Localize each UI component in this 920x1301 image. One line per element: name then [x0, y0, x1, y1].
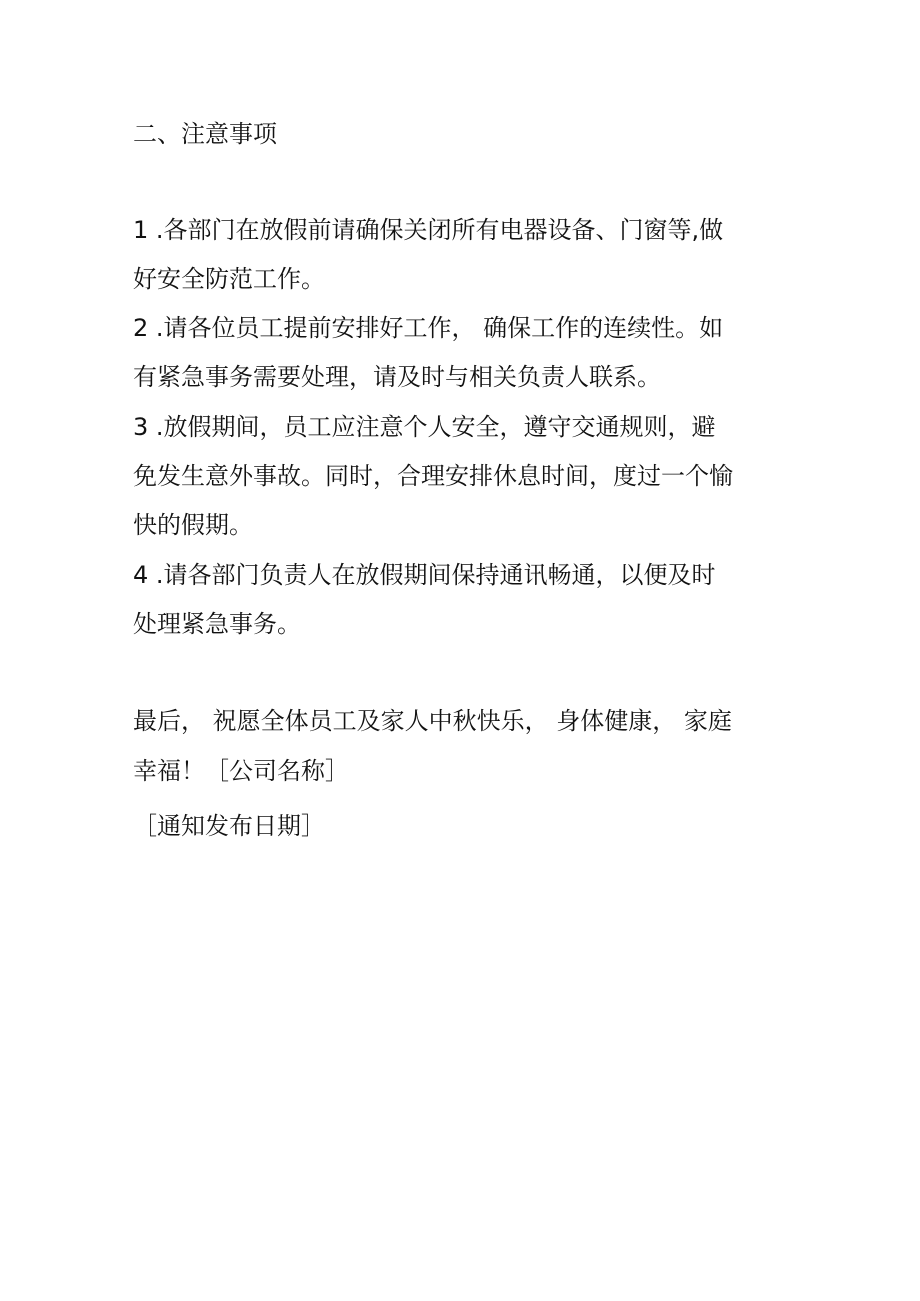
notice-item-line: 3 .放假期间，员工应注意个人安全，遵守交通规则，避 — [133, 413, 716, 441]
notice-item-line: 2 .请各位员工提前安排好工作， 确保工作的连续性。如 — [133, 314, 724, 342]
section-title: 二、注意事项 — [133, 120, 277, 148]
notice-item-line: 快的假期。 — [133, 511, 253, 539]
notice-item-line: 免发生意外事故。同时，合理安排休息时间，度过一个愉 — [133, 462, 733, 490]
notice-date: ［通知发布日期］ — [133, 812, 325, 840]
closing-line: 最后， 祝愿全体员工及家人中秋快乐， 身体健康， 家庭 — [133, 707, 732, 735]
notice-item-line: 1 .各部门在放假前请确保关闭所有电器设备、门窗等,做 — [133, 216, 724, 244]
notice-item-line: 好安全防范工作。 — [133, 265, 325, 293]
notice-item-line: 处理紧急事务。 — [133, 610, 301, 638]
closing-line: 幸福！［公司名称］ — [133, 757, 349, 785]
notice-item-line: 有紧急事务需要处理，请及时与相关负责人联系。 — [133, 363, 661, 391]
notice-item-line: 4 .请各部门负责人在放假期间保持通讯畅通，以便及时 — [133, 561, 716, 589]
